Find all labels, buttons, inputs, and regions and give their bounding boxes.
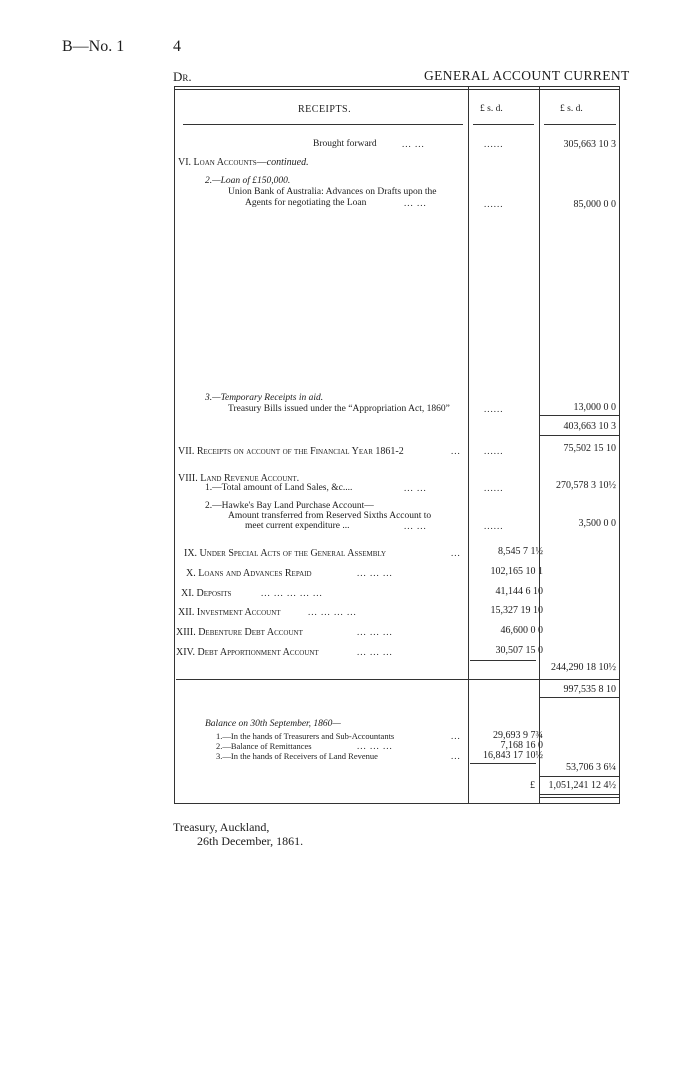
- section-vii-dots: ...: [451, 446, 461, 456]
- section-xiv-label: XIV. Debt Apportionment Account: [176, 647, 319, 658]
- balance-item-1-amount: 29,693 9 7¾: [493, 730, 543, 741]
- grand-total-double-rule: [540, 797, 619, 798]
- running-total: 997,535 8 10: [563, 684, 616, 695]
- header-underline-col-a: [473, 124, 534, 125]
- subtotal-rule: [540, 415, 619, 416]
- footer-date: 26th December, 1861.: [197, 834, 304, 848]
- section-viii-item-2-dots: ... ...: [404, 521, 427, 531]
- temporary-col-a: ......: [484, 404, 504, 414]
- section-vii-label: VII. Receipts on account of the Financial Year 1861-2: [178, 446, 404, 457]
- section-xiv-amount: 30,507 15 0: [495, 645, 543, 656]
- section-viii-item-2-line-2: meet current expenditure ...: [245, 521, 350, 531]
- table-right-rule: [619, 86, 620, 804]
- section-xiii-amount: 46,600 0 0: [500, 625, 543, 636]
- subtotal-rule-bottom: [540, 435, 619, 436]
- loan-dots: ... ...: [404, 198, 427, 208]
- sections-total: 244,290 18 10½: [551, 662, 616, 673]
- doc-ref: B—No. 1: [62, 38, 125, 55]
- section-vii-col-a: ......: [484, 446, 504, 456]
- balance-item-1-dots: ...: [451, 731, 461, 741]
- grand-total-rule-bottom: [540, 794, 619, 795]
- section-vii-col-b: 75,502 15 10: [563, 443, 616, 454]
- section-ix-dots: ...: [451, 548, 461, 558]
- header-underline-col-b: [544, 124, 616, 125]
- header-underline-receipts: [183, 124, 463, 125]
- loan-col-a: ......: [484, 199, 504, 209]
- section-x-label: X. Loans and Advances Repaid: [186, 568, 312, 579]
- running-total-rule-top: [176, 679, 619, 680]
- section-viii-item-2-heading: 2.—Hawke's Bay Land Purchase Account—: [205, 501, 374, 511]
- section-vi-label: VI. Loan Accounts—: [178, 157, 267, 168]
- loan-heading: 2.—Loan of £150,000.: [205, 176, 291, 186]
- section-x-amount: 102,165 10 1: [490, 566, 543, 577]
- balance-item-3-label: 3.—In the hands of Receivers of Land Revenue: [216, 751, 378, 761]
- loan-col-b: 85,000 0 0: [573, 199, 616, 210]
- section-xiv-dots: ... ... ...: [357, 647, 393, 657]
- temporary-heading: 3.—Temporary Receipts in aid.: [205, 393, 324, 403]
- section-viii-label: VIII. Land Revenue Account.: [178, 473, 300, 484]
- grand-total-rule-top: [540, 776, 619, 777]
- section-ix-amount: 8,545 7 1½: [498, 546, 543, 557]
- column-divider-a: [468, 86, 469, 804]
- balance-item-2-label: 2.—Balance of Remittances: [216, 741, 312, 751]
- section-viii-item-1-col-a: ......: [484, 483, 504, 493]
- section-xii-label: XII. Investment Account: [178, 607, 281, 618]
- section-viii-item-1-col-b: 270,578 3 10½: [556, 480, 616, 491]
- column-b-units: £ s. d.: [560, 104, 583, 114]
- table-bottom-rule: [174, 803, 620, 804]
- section-xii-dots: ... ... ... ...: [308, 607, 357, 617]
- sections-sum-rule: [470, 660, 536, 661]
- brought-forward-col-b: 305,663 10 3: [563, 139, 616, 150]
- grand-total-symbol: £: [530, 780, 535, 791]
- temporary-subtotal: 403,663 10 3: [563, 421, 616, 432]
- temporary-line-1: Treasury Bills issued under the “Appropriation Act, 1860”: [228, 404, 450, 414]
- grand-total: 1,051,241 12 4½: [548, 780, 616, 791]
- table-top-rule-inner: [174, 89, 620, 90]
- section-viii-item-2-line-1: Amount transferred from Reserved Sixths Account to: [228, 511, 432, 521]
- table-left-rule: [174, 86, 175, 804]
- section-xiii-dots: ... ... ...: [357, 627, 393, 637]
- section-vi-heading: [178, 157, 309, 168]
- balance-item-3-dots: ...: [451, 751, 461, 761]
- account-title: GENERAL ACCOUNT CURRENT: [424, 68, 630, 83]
- section-x-dots: ... ... ...: [357, 568, 393, 578]
- brought-forward-col-a: ......: [484, 139, 504, 149]
- balance-item-1-label: 1.—In the hands of Treasurers and Sub-Accountants: [216, 731, 395, 741]
- temporary-col-b: 13,000 0 0: [573, 402, 616, 413]
- table-top-rule: [174, 86, 620, 87]
- section-xi-amount: 41,144 6 10: [495, 586, 543, 597]
- balance-total: 53,706 3 6¼: [566, 762, 616, 773]
- section-ix-label: IX. Under Special Acts of the General Assembly: [184, 548, 387, 559]
- balance-item-2-amount: 7,168 16 0: [500, 740, 543, 751]
- section-vi-suffix: continued.: [266, 157, 309, 168]
- section-viii-item-2-col-a: ......: [484, 521, 504, 531]
- receipts-column-header: RECEIPTS.: [298, 104, 352, 115]
- section-viii-item-1-dots: ... ...: [404, 483, 427, 493]
- section-xiii-label: XIII. Debenture Debt Account: [176, 627, 303, 638]
- loan-line-2: Agents for negotiating the Loan: [245, 198, 367, 208]
- balance-item-2-dots: ... ... ...: [357, 741, 393, 751]
- running-total-rule-bottom: [540, 697, 619, 698]
- brought-forward-label: Brought forward: [313, 139, 377, 149]
- brought-forward-dots: ... ...: [402, 139, 425, 149]
- page-number: 4: [173, 38, 181, 55]
- balance-sum-rule: [470, 763, 536, 764]
- loan-line-1: Union Bank of Australia: Advances on Drafts upon the: [228, 187, 437, 197]
- footer-place: Treasury, Auckland,: [173, 820, 270, 834]
- column-a-units: £ s. d.: [480, 104, 503, 114]
- side-label: Dr.: [173, 69, 192, 84]
- section-xi-label: XI. Deposits: [181, 588, 232, 599]
- balance-heading: Balance on 30th September, 1860—: [205, 719, 341, 729]
- section-viii-item-1: 1.—Total amount of Land Sales, &c....: [205, 483, 353, 493]
- section-viii-item-2-col-b: 3,500 0 0: [578, 518, 616, 529]
- balance-item-3-amount: 16,843 17 10½: [483, 750, 543, 761]
- section-xii-amount: 15,327 19 10: [490, 605, 543, 616]
- section-xi-dots: ... ... ... ... ...: [261, 588, 323, 598]
